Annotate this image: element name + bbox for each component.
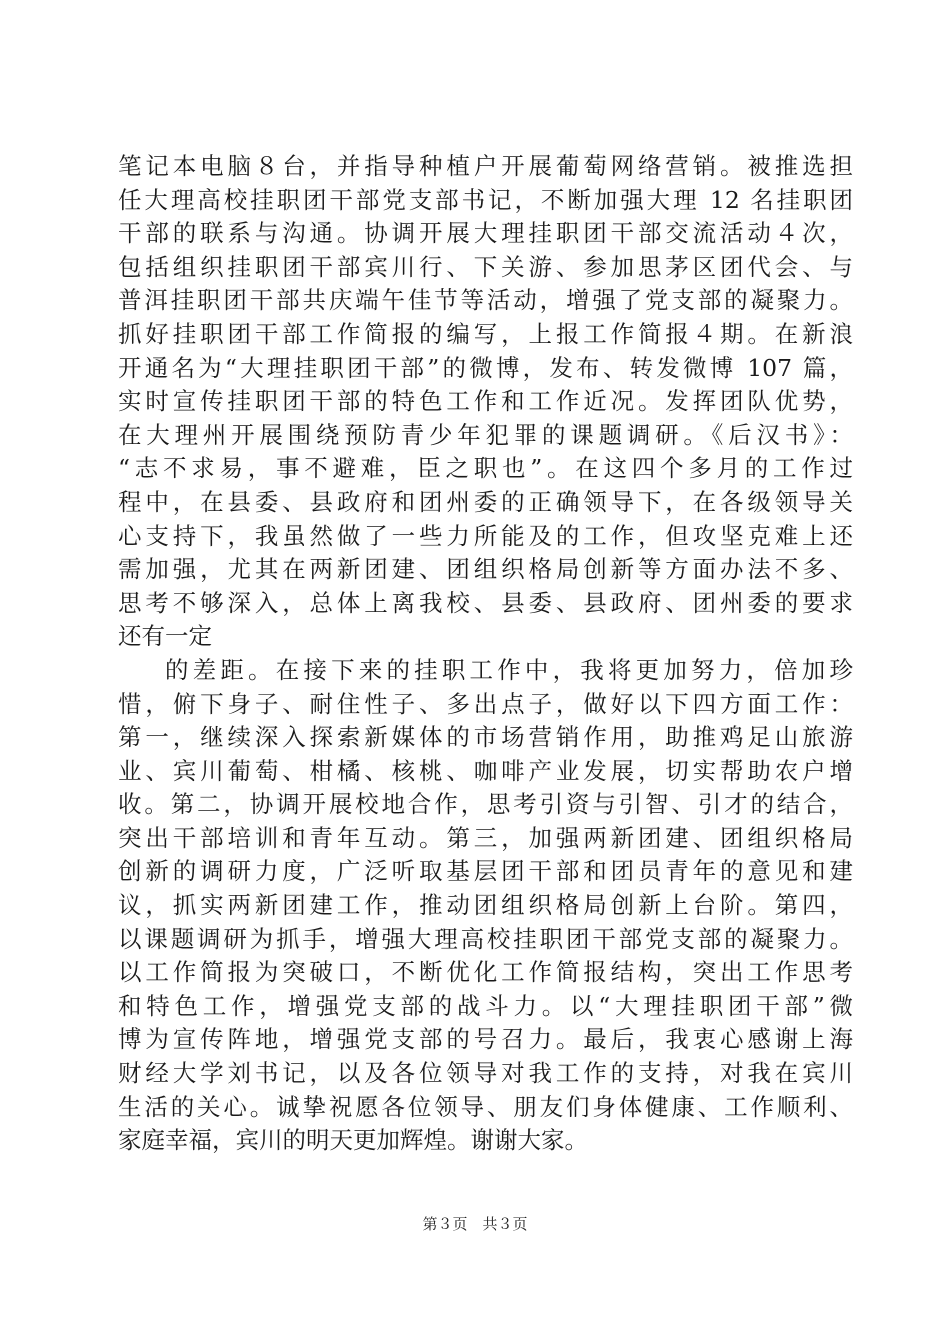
- text-line: 开通名为“大理挂职团干部”的微博，发布、转发微博 107 篇，: [118, 353, 853, 382]
- text-line: 第一，继续深入探索新媒体的市场营销作用，助推鸡足山旅游: [118, 723, 853, 752]
- text-line: 生活的关心。诚挚祝愿各位领导、朋友们身体健康、工作顺利、: [118, 1092, 853, 1121]
- text-line: 和特色工作，增强党支部的战斗力。以“大理挂职团干部”微: [118, 991, 853, 1020]
- text-line: 惜，俯下身子、耐住性子、多出点子，做好以下四方面工作：: [118, 689, 853, 718]
- text-line: 干部的联系与沟通。协调开展大理挂职团干部交流活动４次，: [118, 219, 853, 248]
- text-line: “志不求易，事不避难，臣之职也”。在这四个多月的工作过: [118, 454, 853, 483]
- page-number: 第３页 共３页: [422, 1215, 528, 1233]
- text-line: 收。第二，协调开展校地合作，思考引资与引智、引才的结合，: [118, 790, 853, 819]
- text-line: 博为宣传阵地，增强党支部的号召力。最后，我衷心感谢上海: [118, 1025, 853, 1054]
- text-line: 在大理州开展围绕预防青少年犯罪的课题调研。《后汉书》：: [118, 420, 853, 449]
- text-line: 财经大学刘书记，以及各位领导对我工作的支持，对我在宾川: [118, 1059, 853, 1088]
- text-line: 实时宣传挂职团干部的特色工作和工作近况。发挥团队优势，: [118, 387, 853, 416]
- text-line: 的差距。在接下来的挂职工作中，我将更加努力，倍加珍: [165, 655, 853, 684]
- text-line: 议，抓实两新团建工作，推动团组织格局创新上台阶。第四，: [118, 891, 853, 920]
- text-line: 抓好挂职团干部工作简报的编写，上报工作简报４期。在新浪: [118, 319, 853, 348]
- paragraph: [118, 654, 853, 1158]
- text-line: 业、宾川葡萄、柑橘、核桃、咖啡产业发展，切实帮助农户增: [118, 756, 853, 785]
- text-line: 程中，在县委、县政府和团州委的正确领导下，在各级领导关: [118, 487, 853, 516]
- body-text: [118, 150, 853, 1158]
- paragraph: [118, 150, 853, 654]
- text-line: 家庭幸福，宾川的明天更加辉煌。谢谢大家。: [118, 1126, 588, 1155]
- text-line: 包括组织挂职团干部宾川行、下关游、参加思茅区团代会、与: [118, 252, 853, 281]
- text-line: 思考不够深入，总体上离我校、县委、县政府、团州委的要求: [118, 588, 853, 617]
- text-line: 普洱挂职团干部共庆端午佳节等活动，增强了党支部的凝聚力。: [118, 286, 853, 315]
- text-line: 创新的调研力度，广泛听取基层团干部和团员青年的意见和建: [118, 857, 853, 886]
- page-footer: [0, 1214, 950, 1234]
- text-line: 以课题调研为抓手，增强大理高校挂职团干部党支部的凝聚力。: [118, 924, 853, 953]
- text-line: 笔记本电脑８台，并指导种植户开展葡萄网络营销。被推选担: [118, 152, 853, 180]
- text-line: 心支持下，我虽然做了一些力所能及的工作，但攻坚克难上还: [118, 521, 853, 550]
- text-line: 突出干部培训和青年互动。第三，加强两新团建、团组织格局: [118, 823, 853, 852]
- text-line: 需加强，尤其在两新团建、团组织格局创新等方面办法不多、: [118, 555, 853, 584]
- text-line: 任大理高校挂职团干部党支部书记，不断加强大理 12 名挂职团: [118, 185, 853, 214]
- text-line: 还有一定: [118, 622, 212, 651]
- text-line: 以工作简报为突破口，不断优化工作简报结构，突出工作思考: [118, 958, 853, 987]
